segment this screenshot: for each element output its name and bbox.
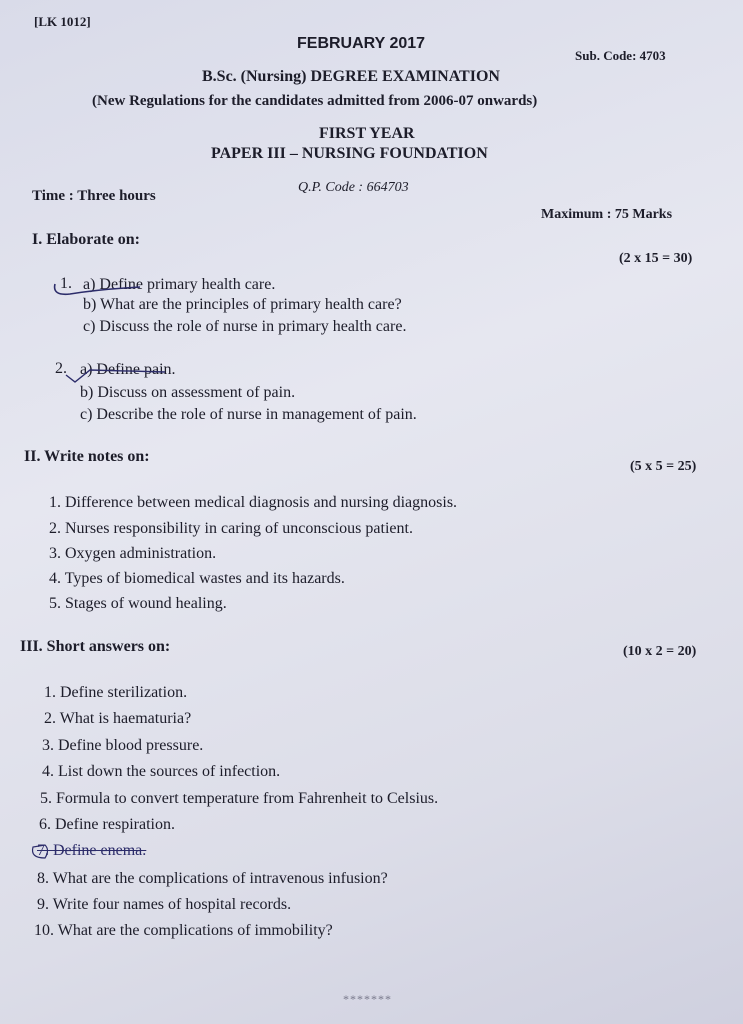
short-item-6: 6. Define respiration.: [39, 816, 175, 833]
question-1b: b) What are the principles of primary health care?: [83, 296, 402, 313]
question-2a: a) Define pain.: [80, 361, 176, 378]
year-title: FIRST YEAR: [319, 125, 415, 142]
short-item-4: 4. List down the sources of infection.: [42, 763, 281, 780]
end-of-paper-marker: *******: [343, 992, 392, 1006]
short-item-7: 7. Define enema.: [37, 842, 147, 859]
short-item-1: 1. Define sterilization.: [44, 684, 188, 701]
question-2c: c) Describe the role of nurse in management of pain.: [80, 406, 417, 423]
short-item-8: 8. What are the complications of intravenous infusion?: [37, 870, 388, 887]
notes-item-4: 4. Types of biomedical wastes and its hazards.: [49, 570, 345, 587]
section-1-heading: I. Elaborate on:: [32, 231, 140, 248]
short-item-3: 3. Define blood pressure.: [42, 737, 204, 754]
question-1a: a) Define primary health care.: [83, 276, 276, 293]
short-item-2: 2. What is haematuria?: [44, 710, 192, 727]
section-2-heading: II. Write notes on:: [24, 448, 150, 465]
paper-code: [LK 1012]: [34, 14, 91, 29]
notes-item-3: 3. Oxygen administration.: [49, 545, 217, 562]
regulations-line: (New Regulations for the candidates admitted from 2006-07 onwards): [92, 93, 538, 109]
question-2-number: 2.: [55, 360, 67, 377]
short-item-10: 10. What are the complications of immobility?: [34, 922, 333, 939]
notes-item-2: 2. Nurses responsibility in caring of unconscious patient.: [49, 520, 413, 537]
degree-title: B.Sc. (Nursing) DEGREE EXAMINATION: [202, 68, 500, 85]
paper-title: PAPER III – NURSING FOUNDATION: [211, 145, 488, 162]
section-3-heading: III. Short answers on:: [20, 638, 171, 655]
notes-item-5: 5. Stages of wound healing.: [49, 595, 227, 612]
qp-code: Q.P. Code : 664703: [298, 180, 409, 195]
section-2-marks: (5 x 5 = 25): [630, 459, 697, 474]
max-marks: Maximum : 75 Marks: [541, 207, 673, 222]
question-2b: b) Discuss on assessment of pain.: [80, 384, 296, 401]
section-3-marks: (10 x 2 = 20): [623, 644, 697, 659]
question-1-number: 1.: [60, 275, 72, 292]
short-item-9: 9. Write four names of hospital records.: [37, 896, 292, 913]
question-1c: c) Discuss the role of nurse in primary health care.: [83, 318, 407, 335]
pen-underline-1: [55, 284, 140, 294]
exam-time: Time : Three hours: [32, 188, 156, 204]
notes-item-1: 1. Difference between medical diagnosis and nursing diagnosis.: [49, 494, 458, 511]
exam-month-year: FEBRUARY 2017: [297, 35, 426, 52]
short-item-5: 5. Formula to convert temperature from Fahrenheit to Celsius.: [40, 790, 439, 807]
pen-underline-2: [66, 370, 165, 382]
subject-code: Sub. Code: 4703: [575, 48, 666, 63]
section-1-marks: (2 x 15 = 30): [619, 251, 693, 266]
